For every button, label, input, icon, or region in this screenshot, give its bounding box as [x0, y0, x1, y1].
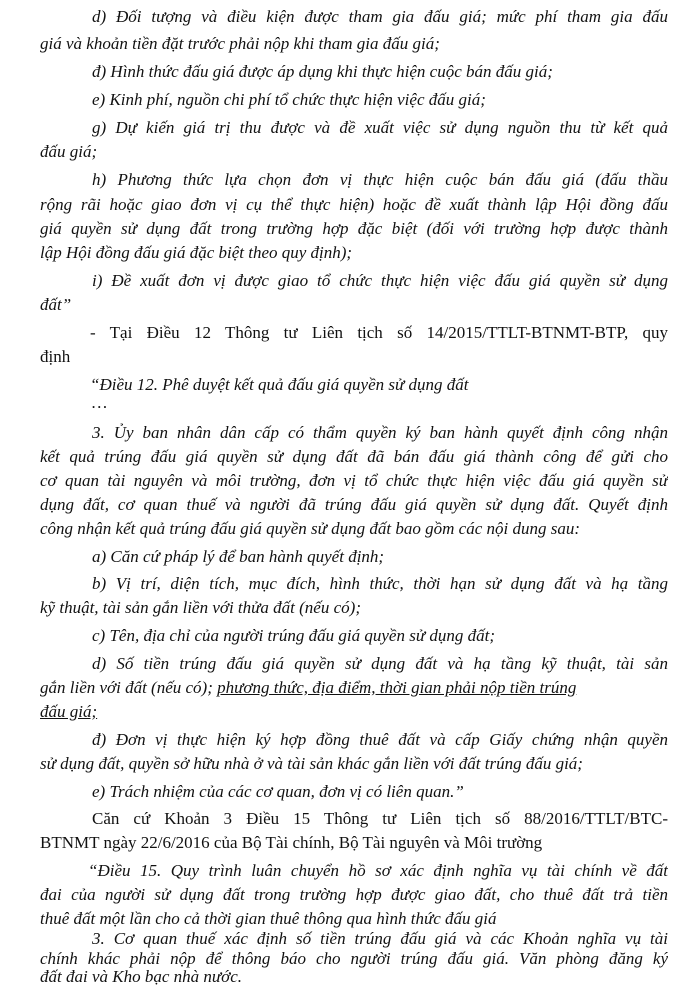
underlined-text: đấu giá;: [40, 702, 98, 721]
text-line: b) Vị trí, diện tích, mục đích, hình thức, thời hạn sử dụng đất và hạ tầng: [92, 574, 668, 593]
text-line: g) Dự kiến giá trị thu được và đề xuất việc sử dụng nguồn thu từ kết quả: [92, 118, 668, 137]
text-line: chính khác phải nộp để thông báo cho người trúng đấu giá. Văn phòng đăng ký: [40, 949, 668, 968]
text-line: h) Phương thức lựa chọn đơn vị thực hiện cuộc bán đấu giá (đấu thầu: [92, 170, 668, 189]
text-line: đấu giá;: [40, 142, 98, 161]
underlined-text: phương thức, địa điểm, thời gian phải nộp tiền trúng: [217, 678, 577, 697]
text-line: BTNMT ngày 22/6/2016 của Bộ Tài chính, Bộ Tài nguyên và Môi trường: [40, 833, 543, 852]
text-line: đất đai và Kho bạc nhà nước.: [40, 967, 243, 986]
text-line: giá và khoản tiền đặt trước phải nộp khi tham gia đấu giá;: [40, 34, 440, 53]
text-line: định: [40, 347, 71, 366]
text-line: thuê đất một lần cho cả thời gian thuê thông qua hình thức đấu giá: [40, 909, 497, 928]
text-line: …: [92, 393, 108, 412]
text-line: Căn cứ Khoản 3 Điều 15 Thông tư Liên tịch số 88/2016/TTLT/BTC-: [92, 809, 668, 828]
text-line: rộng rãi hoặc giao đơn vị cụ thể thực hiện) hoặc đề xuất thành lập Hội đồng đấu: [40, 195, 668, 214]
text-line: kỹ thuật, tài sản gắn liền với thửa đất (nếu có);: [40, 598, 361, 617]
text-line: cơ quan tài nguyên và môi trường, đơn vị tổ chức thực hiện việc đấu giá quyền sử: [40, 471, 668, 490]
text-line: e) Trách nhiệm của các cơ quan, đơn vị có liên quan.”: [92, 782, 464, 801]
text-line: giá quyền sử dụng đất trong trường hợp đặc biệt (đối với trường hợp được thành: [40, 219, 668, 238]
text-line: đai của người sử dụng đất trong trường hợp được giao đất, cho thuê đất trả tiền: [40, 885, 668, 904]
text-line: công nhận kết quả trúng đấu giá quyền sử dụng đất bao gồm các nội dung sau:: [40, 519, 580, 538]
text-line: lập Hội đồng đấu giá đặc biệt theo quy định);: [40, 243, 353, 262]
text-line: “Điều 12. Phê duyệt kết quả đấu giá quyền sử dụng đất: [90, 375, 469, 394]
text-line: d) Số tiền trúng đấu giá quyền sử dụng đất và hạ tầng kỹ thuật, tài sản: [92, 654, 668, 673]
text-line: sử dụng đất, quyền sở hữu nhà ở và tài sản khác gắn liền với đất trúng đấu giá;: [40, 754, 583, 773]
text-line: “Điều 15. Quy trình luân chuyển hồ sơ xác định nghĩa vụ tài chính về đất: [88, 861, 668, 880]
text-line: đ) Hình thức đấu giá được áp dụng khi thực hiện cuộc bán đấu giá;: [92, 62, 553, 81]
text-line: c) Tên, địa chỉ của người trúng đấu giá quyền sử dụng đất;: [92, 626, 495, 645]
text-line: dụng đất, cơ quan thuế và người đã trúng đấu giá quyền sử dụng đất. Quyết định: [40, 495, 668, 514]
text-line: e) Kinh phí, nguồn chi phí tổ chức thực hiện việc đấu giá;: [92, 90, 486, 109]
text-line: - Tại Điều 12 Thông tư Liên tịch số 14/2015/TTLT-BTNMT-BTP, quy: [90, 323, 668, 342]
text-line: d) Đối tượng và điều kiện được tham gia đấu giá; mức phí tham gia đấu: [92, 7, 668, 26]
text-line: đất”: [40, 295, 72, 314]
text-segment: gắn liền với đất (nếu có);: [40, 678, 218, 697]
text-line: [40, 701, 668, 723]
text-line: [40, 677, 668, 699]
text-line: 3. Cơ quan thuế xác định số tiền trúng đấu giá và các Khoản nghĩa vụ tài: [92, 929, 668, 948]
text-line: i) Đề xuất đơn vị được giao tổ chức thực hiện việc đấu giá quyền sử dụng: [92, 271, 668, 290]
text-line: kết quả trúng đấu giá quyền sử dụng đất đã bán đấu giá thành công để gửi cho: [40, 447, 668, 466]
text-line: đ) Đơn vị thực hiện ký hợp đồng thuê đất và cấp Giấy chứng nhận quyền: [92, 730, 668, 749]
text-line: 3. Ủy ban nhân dân cấp có thẩm quyền ký ban hành quyết định công nhận: [92, 423, 668, 442]
text-line: a) Căn cứ pháp lý để ban hành quyết định;: [92, 547, 385, 566]
